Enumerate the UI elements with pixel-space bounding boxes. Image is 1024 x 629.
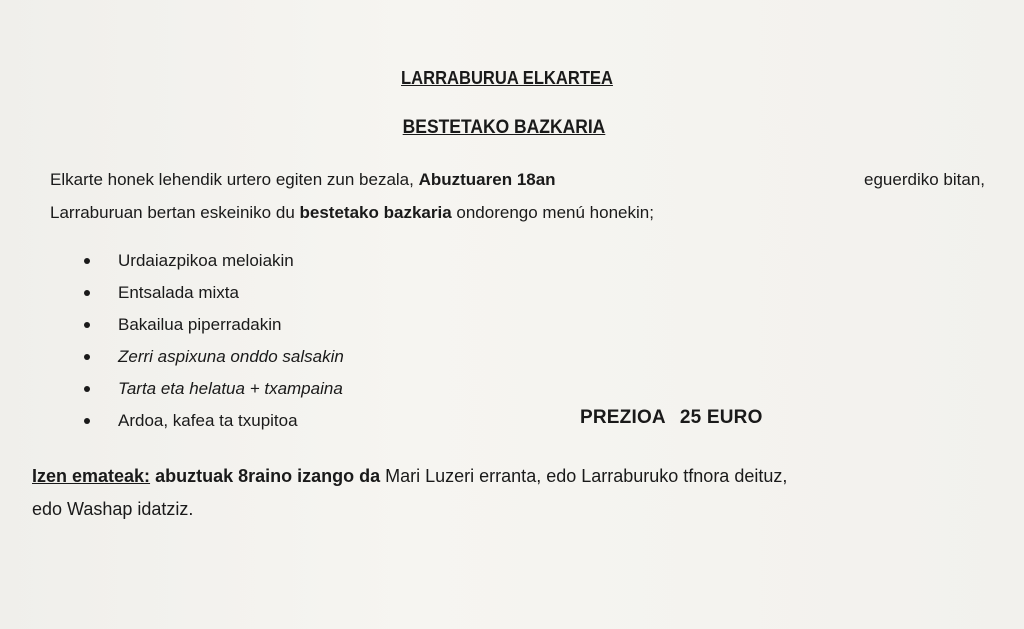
intro-event: bestetako bazkaria: [299, 203, 452, 222]
bullet-icon: [84, 258, 90, 264]
registration-line-1: [32, 460, 787, 493]
document-subtitle: BESTETAKO BAZKARIA: [402, 117, 606, 138]
menu-item: [80, 309, 344, 341]
menu-list: [80, 245, 344, 437]
registration-paragraph: [32, 460, 787, 526]
menu-item-text: Entsalada mixta: [118, 283, 239, 302]
registration-text: Mari Luzeri erranta, edo Larraburuko tfnora deituz,: [385, 466, 788, 486]
intro-paragraph: [50, 163, 990, 229]
price-value: 25 EURO: [679, 407, 763, 428]
bullet-icon: [84, 418, 90, 424]
menu-item-text: Ardoa, kafea ta txupitoa: [118, 411, 298, 430]
intro-line2-end: ondorengo menú honekin;: [456, 203, 654, 222]
intro-line-2: [50, 196, 990, 229]
bullet-icon: [84, 322, 90, 328]
registration-label: Izen emateak:: [32, 466, 151, 486]
menu-item: [80, 245, 344, 277]
bullet-icon: [84, 386, 90, 392]
bullet-icon: [84, 354, 90, 360]
intro-date: Abuztuaren 18an: [418, 170, 556, 189]
menu-item: [80, 373, 344, 405]
intro-line2-text: Larraburuan bertan eskeiniko du: [50, 203, 295, 222]
price-label: PREZIOA: [580, 407, 666, 428]
intro-line-1: [50, 163, 985, 196]
registration-line-2: edo Washap idatziz.: [32, 499, 194, 519]
registration-deadline: abuztuak 8raino izango da: [155, 466, 381, 486]
intro-line1-text: Elkarte honek lehendik urtero egiten zun bezala,: [50, 170, 414, 189]
menu-item-text: Urdaiazpikoa meloiakin: [118, 251, 294, 270]
menu-item-text: Tarta eta helatua + txampaina: [118, 379, 343, 398]
intro-line1-end: eguerdiko bitan,: [864, 170, 985, 189]
menu-item: [80, 277, 344, 309]
price: [580, 407, 763, 429]
menu-item: [80, 341, 344, 373]
bullet-icon: [84, 290, 90, 296]
document-title: LARRABURUA ELKARTEA: [401, 68, 613, 88]
menu-item-text: Zerri aspixuna onddo salsakin: [118, 347, 344, 366]
menu-item-text: Bakailua piperradakin: [118, 315, 282, 334]
menu-item: [80, 405, 344, 437]
